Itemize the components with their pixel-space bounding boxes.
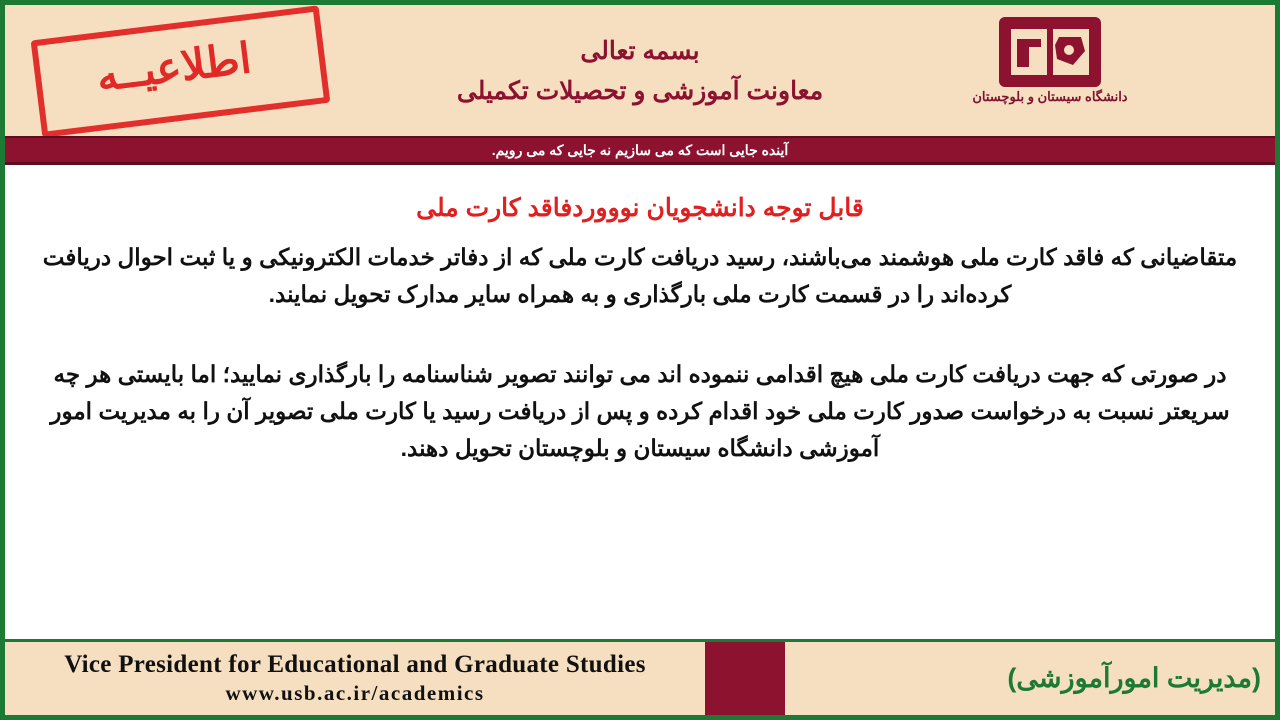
- university-book-emblem-icon: [997, 13, 1103, 91]
- footer-website-url[interactable]: www.usb.ac.ir/academics: [225, 681, 485, 705]
- footer-english-block: [5, 642, 705, 715]
- footer-persian-block: [1007, 642, 1261, 715]
- deputy-office-title: معاونت آموزشی و تحصیلات تکمیلی: [456, 76, 824, 105]
- announcement-stamp: [21, 5, 332, 136]
- university-logo: [965, 11, 1135, 131]
- announcement-paragraph-2: در صورتی که جهت دریافت کارت ملی هیچ اقدامی ننموده اند می توانند تصویر شناسنامه را بارگذاری نمایید؛ اما بایستی هر چه سریعتر نسبت به درخواست صدور کارت ملی خود اقدام کرده و پس از دریافت رسید یا کارت ملی تصویر آن را به مدیریت امور آموزشی دانشگاه سیستان و بلوچستان تحویل دهند.: [50, 360, 1230, 461]
- announcement-headline: قابل توجه دانشجویان نوووردفاقد کارت ملی: [416, 194, 864, 222]
- announcement-paragraph-1: متقاضیانی که فاقد کارت ملی هوشمند می‌باشند، رسید دریافت کارت ملی که از دفاتر خدمات الکترونیکی و یا ثبت احوال دریافت کرده‌اند را در قسمت کارت ملی بارگذاری و به همراه سایر مدارک تحویل نمایند.: [42, 244, 1238, 308]
- footer-unit-label: (مدیریت امورآموزشی): [1007, 663, 1261, 693]
- poster-header: [5, 5, 1275, 136]
- motto-bar: آینده جایی است که می سازیم نه جایی که می رویم.: [5, 136, 1275, 165]
- university-logo-caption: دانشگاه سیستان و بلوچستان: [972, 89, 1128, 104]
- poster-footer: [5, 639, 1275, 715]
- announcement-body: [5, 165, 1275, 646]
- besmeh-taala-text: بسمه تعالی: [580, 36, 700, 65]
- stamp-label: اطلاعیــه: [93, 33, 254, 100]
- footer-english-title: Vice President for Educational and Graduate Studies: [64, 651, 646, 678]
